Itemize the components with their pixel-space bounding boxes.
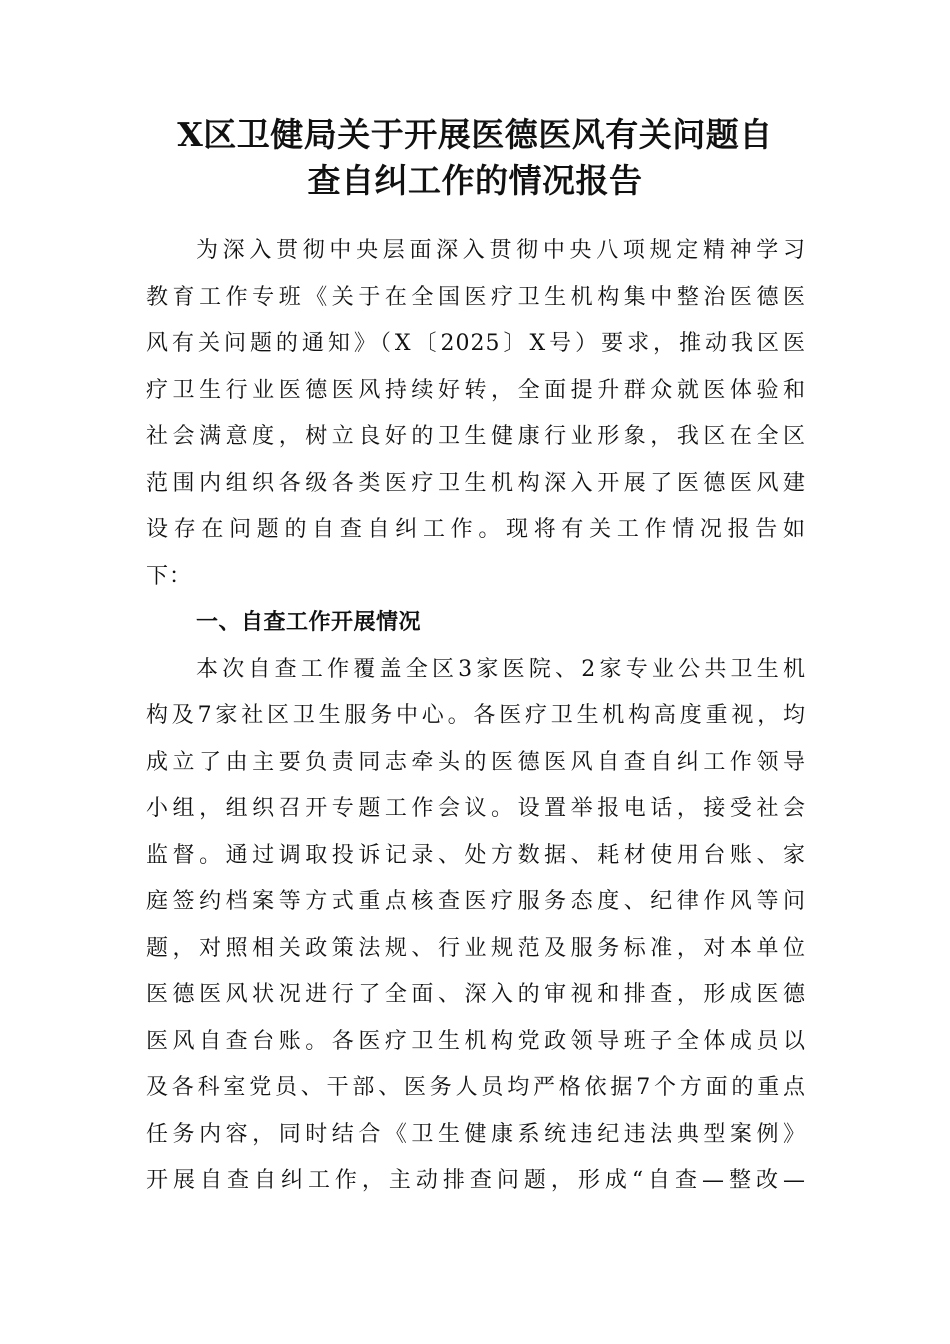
- paragraph-line: 监督。通过调取投诉记录、处方数据、耗材使用台账、家: [146, 842, 806, 868]
- paragraph-line: 设存在问题的自查自纠工作。现将有关工作情况报告如: [146, 517, 806, 542]
- section-heading: 一、自查工作开展情况: [196, 610, 422, 635]
- paragraph-line: 教育工作专班《关于在全国医疗卫生机构集中整治医德医: [146, 284, 806, 310]
- title-line-1: X区卫健局关于开展医德医风有关问题自: [177, 115, 773, 154]
- paragraph-line: 庭签约档案等方式重点核查医疗服务态度、纪律作风等问: [146, 889, 806, 914]
- paragraph-line: 成立了由主要负责同志牵头的医德医风自查自纠工作领导: [146, 749, 806, 775]
- paragraph-line: 小组，组织召开专题工作会议。设置举报电话，接受社会: [146, 796, 806, 821]
- paragraph-line: 疗卫生行业医德医风持续好转，全面提升群众就医体验和: [146, 377, 806, 403]
- paragraph-line: 及各科室党员、干部、医务人员均严格依据7个方面的重点: [146, 1075, 806, 1100]
- paragraph-line: 风有关问题的通知》（X〔2025〕X号）要求，推动我区医: [146, 331, 806, 356]
- paragraph-line: 范围内组织各级各类医疗卫生机构深入开展了医德医风建: [146, 470, 806, 496]
- paragraph-line: 社会满意度，树立良好的卫生健康行业形象，我区在全区: [146, 424, 806, 449]
- document-title: [120, 112, 830, 204]
- paragraph-line: 构及7家社区卫生服务中心。各医疗卫生机构高度重视，均: [146, 703, 806, 728]
- paragraph-line: 题，对照相关政策法规、行业规范及服务标准，对本单位: [146, 935, 806, 961]
- section-1-paragraph: [146, 647, 806, 1205]
- title-line-2: 查自纠工作的情况报告: [307, 161, 643, 200]
- paragraph-line: 医德医风状况进行了全面、深入的审视和排查，形成医德: [146, 982, 806, 1007]
- paragraph-line: 开展自查自纠工作，主动排查问题，形成“自查—整改—: [146, 1168, 806, 1193]
- document-body: [146, 228, 806, 1205]
- paragraph-line: 下：: [146, 563, 193, 589]
- paragraph-line: 任务内容，同时结合《卫生健康系统违纪违法典型案例》: [146, 1121, 806, 1147]
- intro-paragraph: [146, 228, 806, 600]
- paragraph-line: 医风自查台账。各医疗卫生机构党政领导班子全体成员以: [146, 1028, 806, 1054]
- paragraph-line: 本次自查工作覆盖全区3家医院、2家专业公共卫生机: [196, 656, 806, 682]
- paragraph-line: 为深入贯彻中央层面深入贯彻中央八项规定精神学习: [196, 238, 806, 263]
